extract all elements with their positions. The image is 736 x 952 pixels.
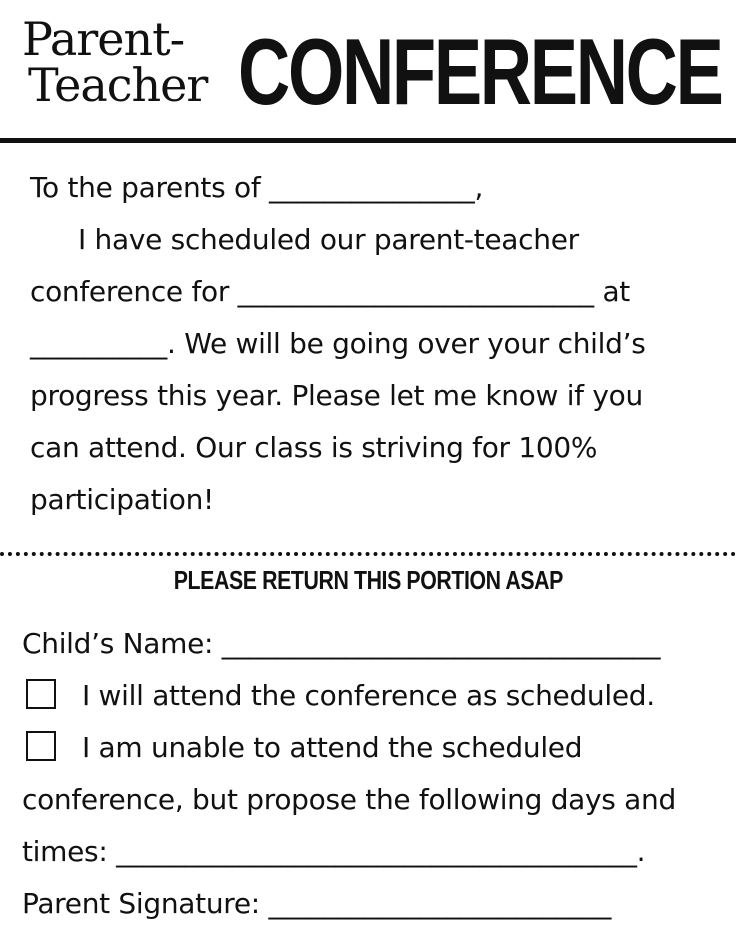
title-parent-teacher [22,12,232,112]
letter-line: I have scheduled our parent-teacher [78,223,579,256]
option-unable [22,722,722,774]
letter-line: can attend. Our class is striving for 100% [30,431,598,464]
return-portion-title-text: PLEASE RETURN THIS PORTION ASAP [173,565,563,595]
child-name-field[interactable]: Child’s Name: ________________________________ [22,627,661,660]
letter-line: participation! [30,483,214,516]
option-unable-continued: conference, but propose the following days and [22,783,676,816]
header [0,0,736,140]
attend-checkbox[interactable] [26,679,56,709]
option-unable-label: I am unable to attend the scheduled [82,731,583,764]
title-teacher: Teacher [28,58,208,112]
unable-checkbox[interactable] [26,731,56,761]
header-divider [0,138,736,143]
option-attend-label: I will attend the conference as scheduled. [82,679,655,712]
option-attend [22,670,722,722]
return-portion-title [0,562,736,598]
proposed-times-field[interactable]: times: ______________________________________. [22,835,646,868]
title-conference: CONFERENCE [238,19,722,124]
dotted-cut-line [0,552,736,556]
letter-body [30,162,710,526]
parent-signature-field[interactable]: Parent Signature: _________________________ [22,887,612,920]
letter-greeting: To the parents of _______________, [30,171,484,204]
letter-line: progress this year. Please let me know if you [30,379,643,412]
letter-line: __________. We will be going over your child’s [30,327,646,360]
title-parent: Parent- [22,12,185,66]
letter-line: conference for __________________________ at [30,275,630,308]
return-form [22,618,722,930]
